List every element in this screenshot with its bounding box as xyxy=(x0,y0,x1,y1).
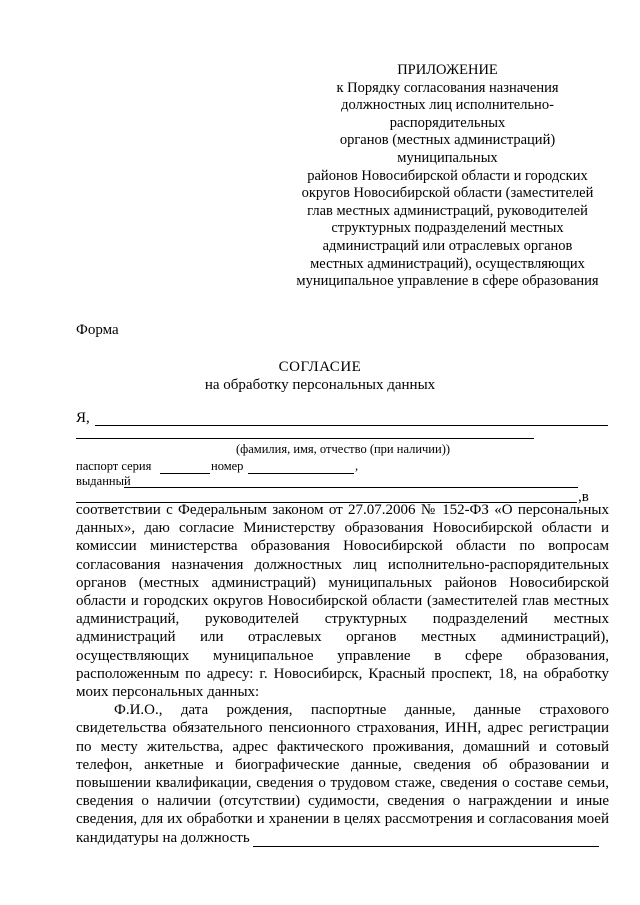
paragraph2-line: повышении квалификации, сведения о трудовом стаже, сведения о составе семьи, xyxy=(76,775,609,792)
consent-body xyxy=(76,501,609,847)
title-main: СОГЛАСИЕ xyxy=(278,359,362,375)
appendix-line: местных администраций), осуществляющих xyxy=(310,255,585,272)
appendix-line: к Порядку согласования назначения xyxy=(336,79,559,96)
document-title xyxy=(180,358,460,394)
appendix-line: распорядительных xyxy=(389,114,506,131)
appendix-line: органов (местных администраций) xyxy=(339,132,556,149)
paragraph2-line: сведения, для их обработки и хранении в целях рассмотрения и согласования моей xyxy=(76,811,609,828)
position-label: кандидатуры на должность xyxy=(76,829,250,846)
position-line xyxy=(76,829,609,847)
paragraph1-line: осуществляющих муниципальное управление в сфере образования, xyxy=(76,647,609,664)
appendix-line: районов Новосибирской области и городских xyxy=(307,167,588,184)
issued-by-label: выданный xyxy=(76,474,131,488)
paragraph1-line: администраций или отраслевых органов местных администраций), xyxy=(76,629,609,646)
fio-input-line-2[interactable] xyxy=(76,426,534,439)
appendix-line: структурных подразделений местных xyxy=(331,220,564,237)
title-sub: на обработку персональных данных xyxy=(204,377,436,393)
paragraph1-line: органов (местных администраций) муниципальных районов Новосибирской xyxy=(76,574,609,591)
paragraph1-line: данных», даю согласие Министерству образования Новосибирской области и xyxy=(76,520,609,537)
paragraph2-line: по месту жительства, адрес фактического проживания, домашний и сотовый xyxy=(76,738,609,755)
appendix-line: ПРИЛОЖЕНИЕ xyxy=(397,62,498,78)
appendix-line: глав местных администраций, руководителей xyxy=(307,202,588,219)
passport-series-label: паспорт серия xyxy=(76,459,152,473)
appendix-line: округов Новосибирской области (заместителей xyxy=(301,185,594,202)
paragraph1-line: соответствии с Федеральным законом от 27.07.2006 № 152-ФЗ «О персональных xyxy=(76,502,609,518)
i-prefix: Я, xyxy=(76,410,90,426)
form-label: Форма xyxy=(76,322,119,338)
paragraph1-line: согласования назначения должностных лиц исполнительно-распорядительных xyxy=(76,556,609,573)
issued-by-field[interactable] xyxy=(124,474,578,488)
paragraph2-line: телефон, анкетные и биографические данные, сведения об образовании и xyxy=(76,756,609,773)
paragraph1-line: администраций, руководителей структурных подразделений местных xyxy=(76,611,609,628)
fio-input-line-1[interactable] xyxy=(95,410,608,426)
appendix-line: администраций или отраслевых органов xyxy=(322,237,573,254)
passport-comma: , xyxy=(355,459,359,473)
fio-caption: (фамилия, имя, отчество (при наличии)) xyxy=(236,442,451,456)
paragraph2-line: Ф.И.О., дата рождения, паспортные данные, данные страхового xyxy=(114,702,609,719)
passport-number-label: номер xyxy=(211,459,244,473)
paragraph1-line: моих персональных данных: xyxy=(76,684,260,701)
position-field[interactable] xyxy=(253,833,599,847)
paragraph2-line: сведения о наличии (отсутствии) судимости, сведения о награждении и иные xyxy=(76,793,609,810)
passport-series-field[interactable] xyxy=(160,459,210,474)
paragraph1-line: области и городских округов Новосибирской области (заместителей глав местных xyxy=(76,593,609,610)
paragraph1-line: расположенным по адресу: г. Новосибирск, Красный проспект, 18, на обработку xyxy=(76,665,609,682)
passport-number-field[interactable] xyxy=(248,459,354,474)
appendix-line: должностных лиц исполнительно- xyxy=(341,97,554,114)
appendix-line: муниципальных xyxy=(397,149,498,166)
v-end: ,в xyxy=(578,489,589,505)
appendix-line: муниципальное управление в сфере образования xyxy=(296,273,599,290)
paragraph1-line: комиссии министерства образования Новосибирской области по вопросам xyxy=(76,538,609,555)
appendix-header xyxy=(285,62,610,291)
paragraph2-line: свидетельства обязательного пенсионного страхования, ИНН, адрес регистрации xyxy=(76,720,609,737)
